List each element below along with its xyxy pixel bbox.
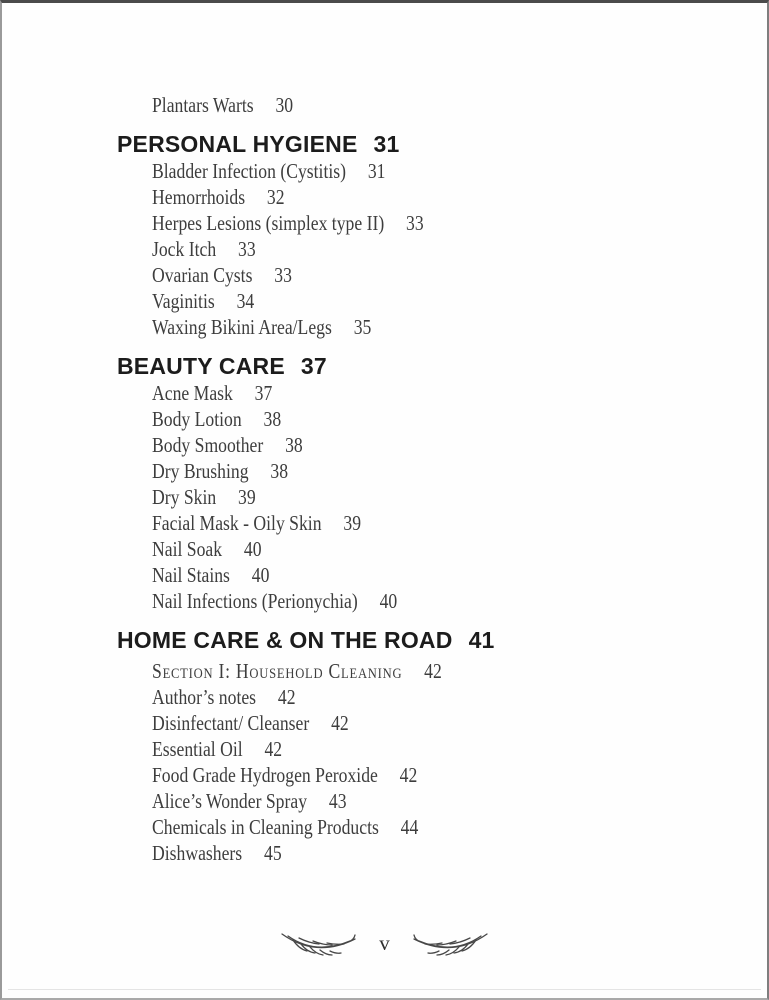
toc-entry-page-number: 42 bbox=[277, 685, 296, 709]
toc-entry-label: Dishwashers bbox=[152, 841, 243, 865]
toc-entry bbox=[2, 588, 767, 614]
toc-section-heading bbox=[2, 130, 767, 158]
toc-section-heading bbox=[2, 626, 767, 654]
toc-entry bbox=[2, 684, 767, 710]
toc-entry-page-number: 34 bbox=[236, 289, 255, 313]
toc-entry-page-number: 33 bbox=[406, 211, 424, 235]
toc-entry bbox=[2, 210, 767, 236]
toc-entry bbox=[2, 736, 767, 762]
toc-entry-page-number: 35 bbox=[353, 315, 372, 339]
toc-entry bbox=[2, 658, 767, 684]
feather-ornament-right-icon bbox=[412, 929, 490, 957]
toc-entry bbox=[2, 814, 767, 840]
toc-entry-page-number: 32 bbox=[266, 185, 285, 209]
toc-entry bbox=[2, 262, 767, 288]
toc-entry bbox=[2, 484, 767, 510]
toc-entry-label: Plantars Warts bbox=[152, 93, 254, 117]
feather-ornament-left-icon bbox=[279, 929, 357, 957]
toc-entry-page-number: 40 bbox=[251, 563, 270, 587]
toc-entry bbox=[2, 380, 767, 406]
toc-entry bbox=[2, 236, 767, 262]
folio-page-number: v bbox=[379, 930, 390, 955]
toc-entry-page-number: 40 bbox=[379, 589, 398, 613]
toc-entry bbox=[2, 288, 767, 314]
toc-entry-label: Ovarian Cysts bbox=[152, 263, 253, 287]
toc-entry-label: Nail Soak bbox=[152, 537, 223, 561]
toc-entry-label: Chemicals in Cleaning Products bbox=[152, 815, 379, 839]
toc-entry-page-number: 31 bbox=[367, 159, 386, 183]
toc-entry bbox=[2, 710, 767, 736]
toc-entry-page-number: 42 bbox=[424, 659, 442, 683]
toc-entry-label: Hemorrhoids bbox=[152, 185, 246, 209]
page-footer bbox=[2, 925, 767, 961]
toc-entry-label: Body Smoother bbox=[152, 433, 264, 457]
toc-entry-label: Disinfectant/ Cleanser bbox=[152, 711, 310, 735]
toc-section-page-number: 37 bbox=[300, 353, 327, 379]
toc-entry-page-number: 39 bbox=[238, 485, 256, 509]
toc-entry-label: Facial Mask - Oily Skin bbox=[152, 511, 322, 535]
toc-entry bbox=[2, 562, 767, 588]
scan-artifact-line bbox=[8, 989, 761, 990]
toc-entry-page-number: 38 bbox=[270, 459, 289, 483]
toc-entry-page-number: 42 bbox=[331, 711, 349, 735]
toc-section-heading bbox=[2, 352, 767, 380]
toc-entry-page-number: 30 bbox=[275, 93, 294, 117]
toc-section-title: HOME CARE & ON THE ROAD bbox=[117, 627, 453, 653]
toc-entry-page-number: 37 bbox=[254, 381, 273, 405]
toc-entry-label: Nail Infections (Perionychia) bbox=[152, 589, 358, 613]
toc-entry bbox=[2, 788, 767, 814]
toc-entry bbox=[2, 762, 767, 788]
toc-entry-label: Essential Oil bbox=[152, 737, 243, 761]
toc-entry-page-number: 33 bbox=[238, 237, 256, 261]
toc-section-title: BEAUTY CARE bbox=[117, 353, 285, 379]
toc-entry-page-number: 38 bbox=[285, 433, 303, 457]
toc-entry-label: Alice’s Wonder Spray bbox=[152, 789, 308, 813]
toc-entry-page-number: 44 bbox=[400, 815, 419, 839]
toc-entry-label: Acne Mask bbox=[152, 381, 233, 405]
toc-entry bbox=[2, 840, 767, 866]
toc-entry bbox=[2, 158, 767, 184]
toc-section-title: PERSONAL HYGIENE bbox=[117, 131, 358, 157]
toc-entry-label: Dry Brushing bbox=[152, 459, 249, 483]
toc-entry-page-number: 33 bbox=[274, 263, 292, 287]
toc-entry-label: Jock Itch bbox=[152, 237, 217, 261]
toc-entry-page-number: 40 bbox=[243, 537, 262, 561]
toc-entry-page-number: 43 bbox=[328, 789, 347, 813]
table-of-contents bbox=[2, 92, 767, 866]
toc-entry-label: Waxing Bikini Area/Legs bbox=[152, 315, 332, 339]
toc-entry bbox=[2, 314, 767, 340]
toc-entry bbox=[2, 536, 767, 562]
toc-entry-label: Dry Skin bbox=[152, 485, 217, 509]
toc-entry-page-number: 42 bbox=[264, 737, 283, 761]
toc-entry-page-number: 39 bbox=[343, 511, 362, 535]
toc-entry bbox=[2, 184, 767, 210]
toc-entry-page-number: 42 bbox=[399, 763, 418, 787]
toc-entry-page-number: 38 bbox=[263, 407, 282, 431]
toc-entry bbox=[2, 92, 767, 118]
toc-section-page-number: 41 bbox=[468, 627, 495, 653]
toc-entry-page-number: 45 bbox=[263, 841, 282, 865]
toc-entry-label: Section I: Household Cleaning bbox=[152, 659, 403, 683]
toc-entry-label: Herpes Lesions (simplex type II) bbox=[152, 211, 385, 235]
toc-entry-label: Body Lotion bbox=[152, 407, 242, 431]
toc-entry-label: Bladder Infection (Cystitis) bbox=[152, 159, 347, 183]
toc-section-page-number: 31 bbox=[373, 131, 400, 157]
toc-entry-label: Vaginitis bbox=[152, 289, 215, 313]
toc-entry-label: Nail Stains bbox=[152, 563, 230, 587]
toc-entry bbox=[2, 406, 767, 432]
toc-entry bbox=[2, 458, 767, 484]
toc-entry-label: Food Grade Hydrogen Peroxide bbox=[152, 763, 378, 787]
toc-entry bbox=[2, 510, 767, 536]
toc-entry-label: Author’s notes bbox=[152, 685, 257, 709]
toc-entry bbox=[2, 432, 767, 458]
